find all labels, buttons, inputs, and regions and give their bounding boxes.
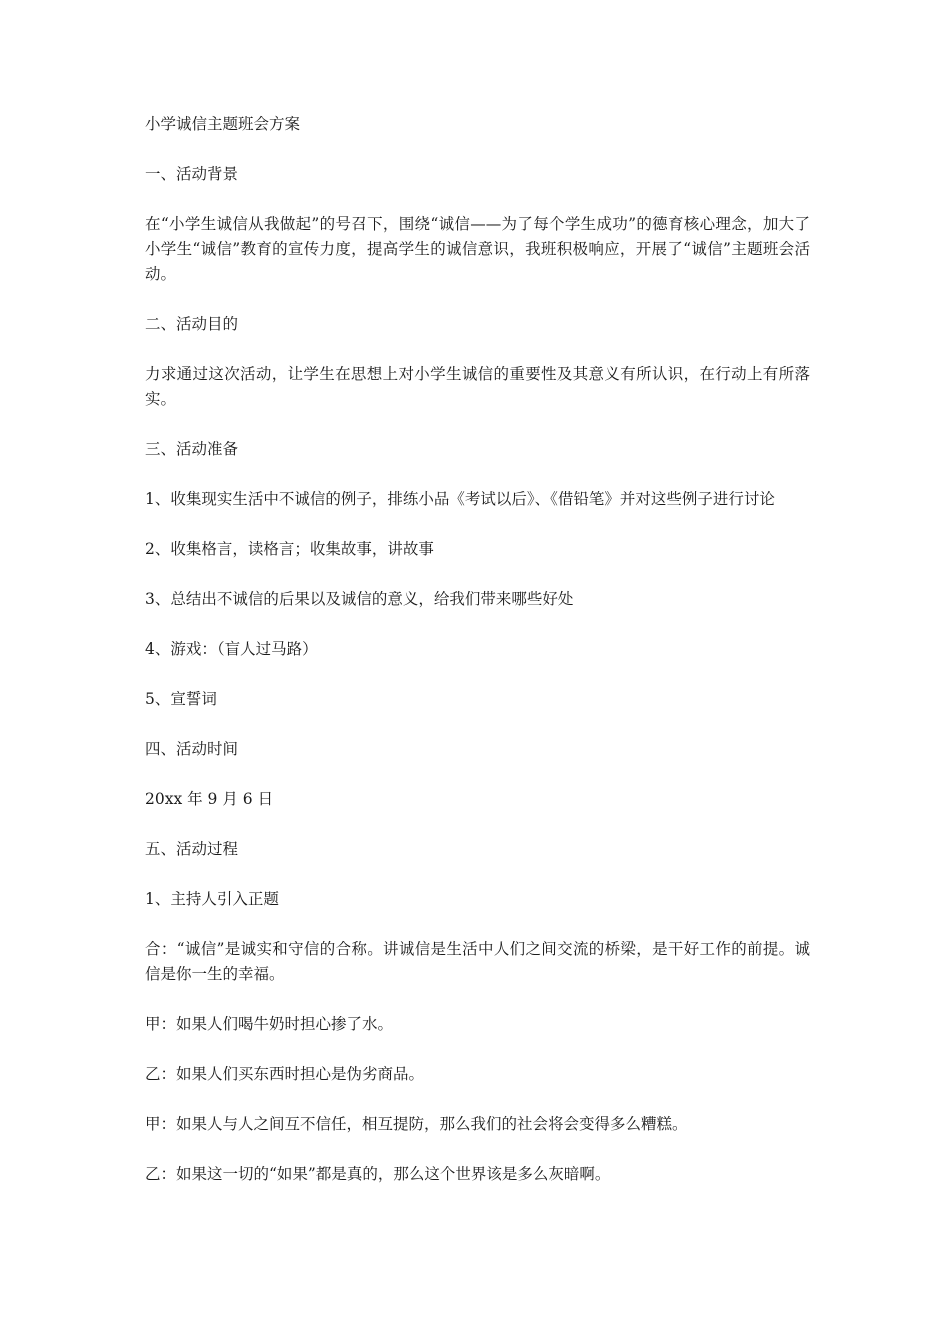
activity-date: 20xx 年 9 月 6 日 <box>145 790 274 808</box>
list-item: 2、收集格言，读格言；收集故事，讲故事 <box>145 540 434 558</box>
document-page <box>145 112 810 1212</box>
list-item: 1、主持人引入正题 <box>145 890 279 908</box>
section-heading-preparation: 三、活动准备 <box>145 440 239 458</box>
list-item: 4、游戏：（盲人过马路） <box>145 640 318 658</box>
section-heading-process: 五、活动过程 <box>145 840 239 858</box>
document-title: 小学诚信主题班会方案 <box>145 115 301 133</box>
paragraph-background: 在“小学生诚信从我做起”的号召下，围绕“诚信——为了每个学生成功”的德育核心理念，加大了小学生“诚信”教育的宣传力度，提高学生的诚信意识，我班积极响应，开展了“诚信”主题班会活动。 <box>145 215 810 283</box>
section-heading-time: 四、活动时间 <box>145 740 239 758</box>
paragraph-purpose: 力求通过这次活动，让学生在思想上对小学生诚信的重要性及其意义有所认识，在行动上有所落实。 <box>145 365 810 408</box>
list-item: 1、收集现实生活中不诚信的例子，排练小品《考试以后》、《借铅笔》并对这些例子进行讨论 <box>145 490 775 508</box>
section-heading-purpose: 二、活动目的 <box>145 315 239 333</box>
list-item: 5、宣誓词 <box>145 690 217 708</box>
dialogue-line: 合：“诚信”是诚实和守信的合称。讲诚信是生活中人们之间交流的桥梁，是干好工作的前提。诚信是你一生的幸福。 <box>145 940 810 983</box>
list-item: 3、总结出不诚信的后果以及诚信的意义，给我们带来哪些好处 <box>145 590 574 608</box>
dialogue-line: 乙：如果人们买东西时担心是伪劣商品。 <box>145 1065 425 1083</box>
section-heading-background: 一、活动背景 <box>145 165 239 183</box>
dialogue-line: 甲：如果人与人之间互不信任，相互提防，那么我们的社会将会变得多么糟糕。 <box>145 1115 688 1133</box>
dialogue-line: 乙：如果这一切的“如果”都是真的，那么这个世界该是多么灰暗啊。 <box>145 1165 611 1183</box>
dialogue-line: 甲：如果人们喝牛奶时担心掺了水。 <box>145 1015 394 1033</box>
